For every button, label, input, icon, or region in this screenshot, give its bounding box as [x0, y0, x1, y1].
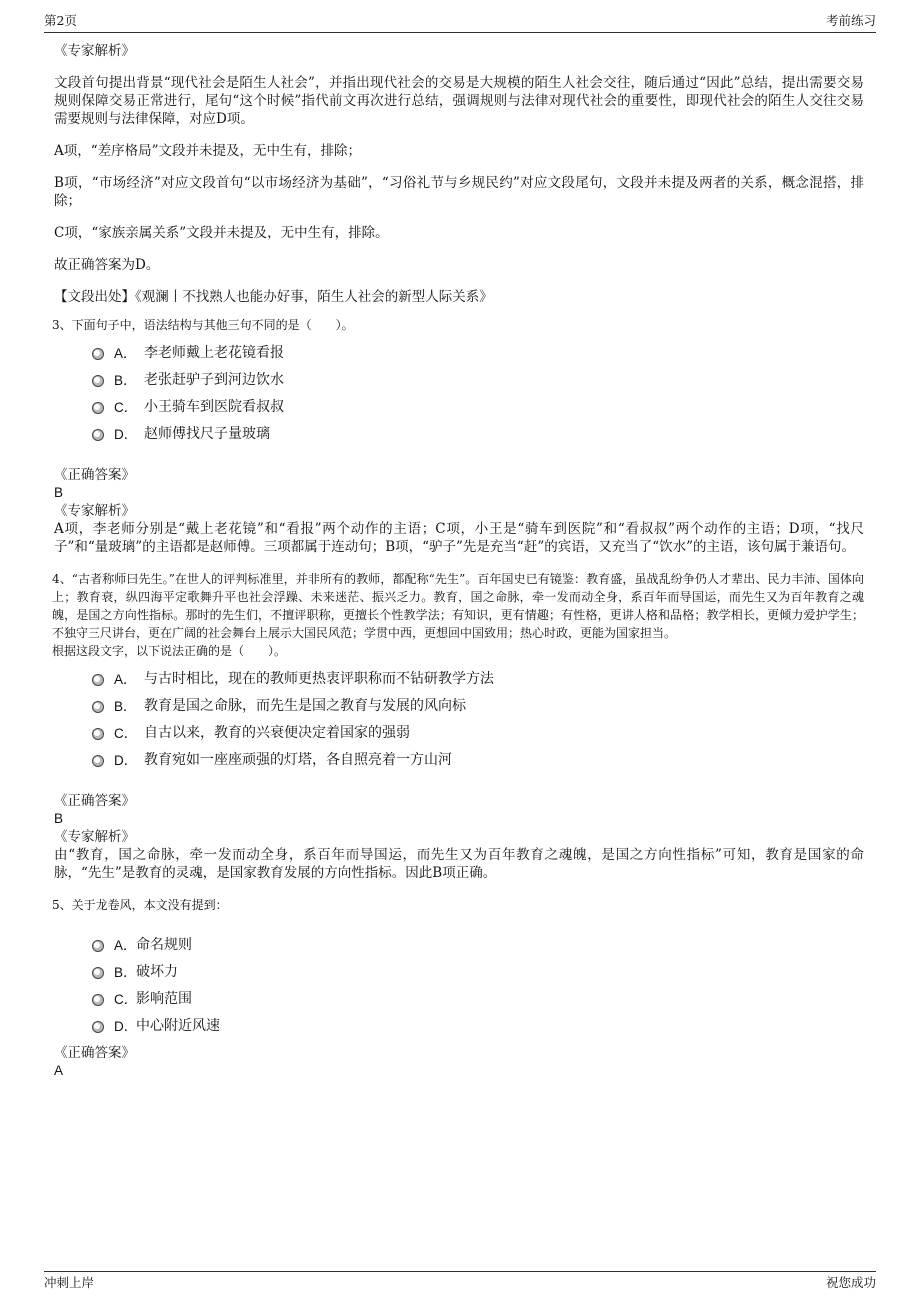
answer-value: A [54, 1063, 64, 1078]
analysis-paragraph: A项，李老师分别是“戴上老花镜”和“看报”两个动作的主语；C项，小王是“骑车到医院”和“看叔叔”两个动作的主语；D项，“找尺子”和“量玻璃”的主语都是赵师傅。三项都属于连动句；B项，“驴子”先是充当“赶”的宾语，又充当了“饮水”的主语，该句属于兼语句。 [54, 521, 864, 555]
radio-icon[interactable] [92, 674, 104, 686]
question-ask: 根据这段文字，以下说法正确的是（ ）。 [52, 644, 287, 658]
radio-icon[interactable] [92, 728, 104, 740]
option-b[interactable]: B． 教育是国之命脉，而先生是国之教育与发展的风向标 [92, 691, 864, 718]
answer-conclusion: 故正确答案为D。 [54, 257, 160, 273]
question-stem: 5、关于龙卷风，本文没有提到： [52, 898, 228, 912]
option-list [92, 338, 864, 446]
option-a[interactable]: A． 命名规则 [92, 930, 864, 957]
radio-icon[interactable] [92, 375, 104, 387]
document-body [54, 42, 864, 1080]
radio-icon[interactable] [92, 701, 104, 713]
option-c[interactable]: C． 自古以来，教育的兴衰便决定着国家的强弱 [92, 718, 864, 745]
option-list [92, 664, 864, 772]
answer-value: B [54, 485, 64, 500]
radio-icon[interactable] [92, 402, 104, 414]
footer-right-text: 祝您成功 [825, 1275, 876, 1290]
footer-left-text: 冲刺上岸 [44, 1275, 95, 1290]
analysis-paragraph: B项，“市场经济”对应文段首句“以市场经济为基础”，“习俗礼节与乡规民约”对应文段尾句，文段并未提及两者的关系，概念混搭，排除； [54, 175, 864, 209]
page-footer [44, 1271, 876, 1293]
option-b[interactable]: B． 老张赶驴子到河边饮水 [92, 365, 864, 392]
option-b[interactable]: B． 破坏力 [92, 957, 864, 984]
answer-value: B [54, 811, 64, 826]
analysis-heading: 《专家解析》 [54, 43, 135, 59]
option-d[interactable]: D． 教育宛如一座座顽强的灯塔，各自照亮着一方山河 [92, 745, 864, 772]
analysis-heading: 《专家解析》 [54, 829, 135, 845]
radio-icon[interactable] [92, 1021, 104, 1033]
answer-heading: 《正确答案》 [54, 1045, 135, 1061]
radio-icon[interactable] [92, 940, 104, 952]
option-c[interactable]: C． 小王骑车到医院看叔叔 [92, 392, 864, 419]
source-citation: 【文段出处】《观澜丨不找熟人也能办好事，陌生人社会的新型人际关系》 [54, 289, 493, 305]
answer-heading: 《正确答案》 [54, 793, 135, 809]
option-c[interactable]: C． 影响范围 [92, 984, 864, 1011]
question-stem: 3、下面句子中，语法结构与其他三句不同的是（ ）。 [52, 318, 354, 332]
page-number: 第2页 [44, 13, 77, 28]
analysis-paragraph: A项，“差序格局”文段并未提及，无中生有，排除； [54, 143, 362, 159]
radio-icon[interactable] [92, 755, 104, 767]
option-a[interactable]: A． 李老师戴上老花镜看报 [92, 338, 864, 365]
answer-heading: 《正确答案》 [54, 467, 135, 483]
option-list [92, 930, 864, 1038]
radio-icon[interactable] [92, 348, 104, 360]
radio-icon[interactable] [92, 967, 104, 979]
option-d[interactable]: D． 赵师傅找尺子量玻璃 [92, 419, 864, 446]
option-a[interactable]: A． 与古时相比，现在的教师更热衷评职称而不钻研教学方法 [92, 664, 864, 691]
analysis-paragraph: 文段首句提出背景“现代社会是陌生人社会”，并指出现代社会的交易是大规模的陌生人社会交往，随后通过“因此”总结，提出需要交易规则保障交易正常进行，尾句“这个时候”指代前文再次进行总结，强调规则与法律对现代社会的重要性，即现代社会的陌生人交往交易需要规则与法律保障，对应D项。 [54, 75, 864, 127]
question-stem: 4、“古者称师曰先生。”在世人的评判标准里，并非所有的教师，都配称“先生”。百年国史已有镜鉴：教育盛，虽战乱纷争仍人才辈出、民力丰沛、国体向上；教育衰，纵四海平定歌舞升平也社会浮躁、未来迷茫、振兴乏力。教育，国之命脉，牵一发而动全身，系百年而导国运，而先生又为百年教育之魂魄，是国之方向性指标。那时的先生们，不擅评职称，更擅长个性教学法；有知识，更有情趣；有性格，更讲人格和品格；教学相长，更倾力爱护学生；不独守三尺讲台，更在广阔的社会舞台上展示大国民风范；学贯中西，更想回中国致用；热心时政，更能为国家担当。 [52, 572, 864, 640]
analysis-heading: 《专家解析》 [54, 503, 135, 519]
analysis-paragraph: 由“教育，国之命脉，牵一发而动全身，系百年而导国运，而先生又为百年教育之魂魄，是国之方向性指标”可知，教育是国家的命脉，“先生”是教育的灵魂，是国家教育发展的方向性指标。因此B项正确。 [54, 847, 864, 881]
header-title: 考前练习 [825, 13, 876, 28]
page-header [44, 12, 876, 33]
option-d[interactable]: D． 中心附近风速 [92, 1011, 864, 1038]
radio-icon[interactable] [92, 994, 104, 1006]
radio-icon[interactable] [92, 429, 104, 441]
analysis-paragraph: C项，“家族亲属关系”文段并未提及，无中生有，排除。 [54, 225, 389, 241]
